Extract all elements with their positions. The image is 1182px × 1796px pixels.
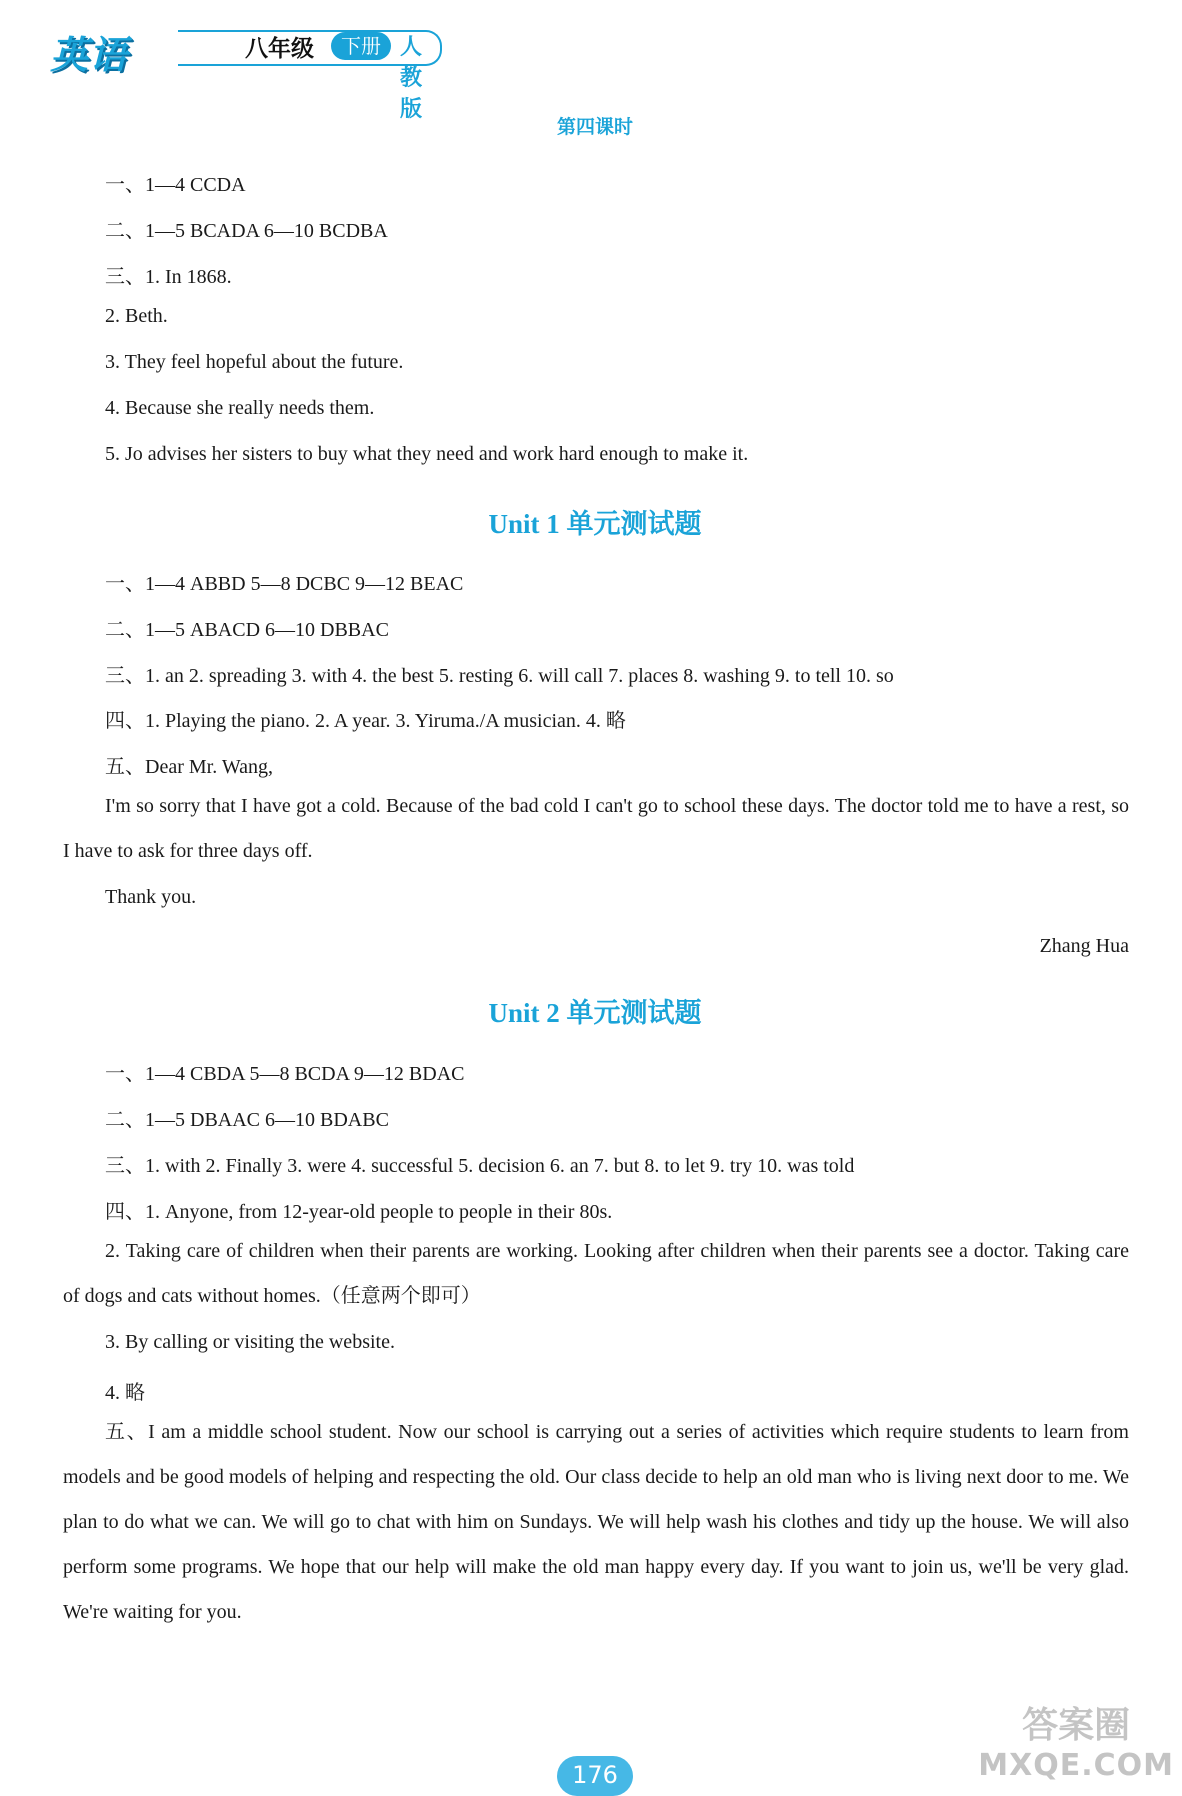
letter-body: I'm so sorry that I have got a cold. Because of the bad cold I can't go to school these days. The doctor told me to have a rest, so I have to ask for three days off. [63, 795, 1129, 862]
answer-line: 四、1. Anyone, from 12-year-old people to people in their 80s. [105, 1201, 613, 1223]
page-number: 176 [557, 1756, 633, 1796]
letter-closing: Thank you. [105, 886, 197, 908]
letter-signature: Zhang Hua [1039, 935, 1129, 957]
grade-label: 八年级 [245, 36, 314, 62]
answer-line: 五、Dear Mr. Wang, [105, 756, 273, 778]
watermark-text: 答案圈 [1022, 1705, 1131, 1746]
page-header [50, 24, 440, 122]
answer-line: 4. Because she really needs them. [105, 397, 375, 419]
answer-line: 三、1. In 1868. [105, 266, 232, 288]
answer-line: 一、1—4 CCDA [105, 174, 246, 196]
answer-line: 四、1. Playing the piano. 2. A year. 3. Yiruma./A musician. 4. 略 [105, 710, 626, 732]
answer-line: 3. They feel hopeful about the future. [105, 351, 404, 373]
answer-paragraph: 2. Taking care of children when their parents are working. Looking after children when their parents see a doctor. Taking care of dogs and cats without homes.（任意两个即可） [63, 1240, 1129, 1307]
answer-line: 二、1—5 BCADA 6—10 BCDBA [105, 220, 388, 242]
answer-line: 三、1. with 2. Finally 3. were 4. successful 5. decision 6. an 7. but 8. to let 9. try 10. was told [105, 1155, 855, 1177]
unit1-title: Unit 1 单元测试题 [488, 509, 702, 539]
watermark-url: MXQE.COM [978, 1748, 1174, 1783]
answer-line: 5. Jo advises her sisters to buy what they need and work hard enough to make it. [105, 443, 749, 465]
answer-line: 一、1—4 ABBD 5—8 DCBC 9—12 BEAC [105, 573, 464, 595]
answer-line: 二、1—5 ABACD 6—10 DBBAC [105, 619, 389, 641]
unit2-title: Unit 2 单元测试题 [488, 998, 702, 1028]
edition-label: 人教版 [400, 35, 423, 122]
watermark [978, 1706, 1174, 1786]
volume-badge: 下册 [331, 32, 391, 60]
answer-line: 4. 略 [105, 1382, 145, 1404]
answer-line: 一、1—4 CBDA 5—8 BCDA 9—12 BDAC [105, 1063, 465, 1085]
essay-paragraph: 五、I am a middle school student. Now our school is carrying out a series of activities which require students to learn from models and be good models of helping and respecting the old. Our class decide to help an old man who is living next door to me. We plan to do what we can. We will go to chat with him on Sundays. We will help wash his clothes and tidy up the house. We will also perform some programs. We hope that our help will make the old man happy every day. If you want to join us, we'll be very glad. We're waiting for you. [63, 1421, 1129, 1623]
lesson-title: 第四课时 [556, 116, 633, 138]
answer-line: 3. By calling or visiting the website. [105, 1331, 395, 1353]
answer-line: 2. Beth. [105, 305, 168, 327]
answer-line: 三、1. an 2. spreading 3. with 4. the best 5. resting 6. will call 7. places 8. washing 9. to tell 10. so [105, 665, 894, 687]
answer-line: 二、1—5 DBAAC 6—10 BDABC [105, 1109, 389, 1131]
brand-logo: 英语 [50, 33, 129, 77]
